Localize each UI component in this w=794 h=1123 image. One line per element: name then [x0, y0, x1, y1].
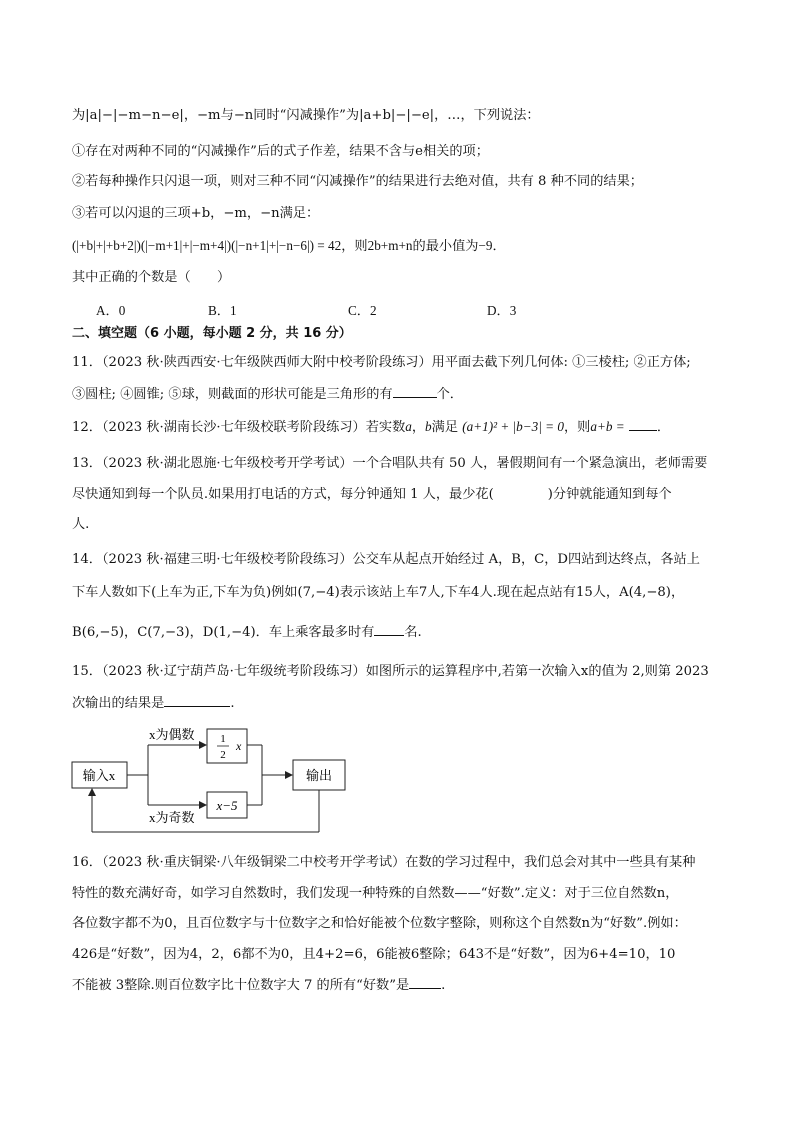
- q10-statement-3: ③若可以闪退的三项+b，−m，−n满足：: [72, 206, 320, 221]
- q14-answer-blank[interactable]: [374, 623, 404, 636]
- q12-end: ．: [656, 420, 671, 435]
- q12-line: [72, 418, 670, 437]
- section-title-fill-in: 二、填空题（6 小题，每小题 2 分，共 16 分）: [72, 326, 352, 341]
- q11-end: 个．: [436, 387, 463, 402]
- q10-option-a[interactable]: A．0: [96, 303, 126, 318]
- q12-answer-blank[interactable]: [629, 418, 657, 431]
- q11-line1: 11．（2023 秋·陕西西安·七年级陕西师大附中校考阶段练习）用平面去截下列几何体: ①三棱柱; ②正方体;: [72, 355, 691, 370]
- q10-line1: 为|a|−|−m−n−e|，−m与−n同时“闪减操作”为|a+b|−|−e|，…，下列说法：: [72, 108, 540, 123]
- q14-line1: 14．（2023 秋·福建三明·七年级校考阶段练习）公交车从起点开始经过 A，B，C，D四站到达终点，各站上: [72, 552, 700, 567]
- q12-text-a: 12．（2023 秋·湖南长沙·七年级校联考阶段练习）若实数: [72, 420, 406, 435]
- q11-text: ③圆柱; ④圆锥; ⑤球，则截面的形状可能是三角形的有: [72, 387, 393, 402]
- q13-line1: 13．（2023 秋·湖北恩施·七年级校考开学考试）一个合唱队共有 50 人，暑假期间有一个紧急演出，老师需要: [72, 456, 708, 471]
- q15-answer-blank[interactable]: [164, 694, 230, 707]
- q16-line2: 特性的数充满好奇，如学习自然数时，我们发现一种特殊的自然数——“好数”.定义：对于三位自然数n，: [72, 886, 679, 901]
- q15-line2: [72, 694, 235, 713]
- q16-text-a: 不能被 3整除.则百位数字比十位数字大 7 的所有“好数”是: [72, 978, 410, 993]
- q15-text-a: 次输出的结果是: [72, 696, 165, 711]
- q16-line5: [72, 976, 445, 995]
- q13-text-a: 尽快通知到每一个队员.如果用打电话的方式，每分钟通知 1 人，最少花(: [72, 487, 494, 502]
- q16-line1: 16．（2023 秋·重庆铜梁·八年级铜梁二中校考开学考试）在数的学习过程中，我们总会对其中一些具有某种: [72, 855, 696, 870]
- q12-ask: a+b =: [590, 419, 625, 434]
- q13-line2: [72, 486, 672, 504]
- q10-statement-1: ①存在对两种不同的“闪减操作”后的式子作差，结果不含与e相关的项；: [72, 144, 489, 159]
- q16-end: .: [441, 978, 446, 993]
- q10-question: 其中正确的个数是（ ）: [72, 270, 231, 285]
- q14-text-a: B(6,−5)，C(7,−3)，D(1,−4)．车上乘客最多时有: [72, 625, 375, 640]
- q12-text-c: 满足: [431, 420, 459, 435]
- flow-input-label: 输入x: [82, 768, 116, 783]
- q15-line1: 15．（2023 秋·辽宁葫芦岛·七年级统考阶段练习）如图所示的运算程序中,若第一次输入x的值为 2,则第 2023: [72, 664, 709, 679]
- q14-line3: [72, 623, 422, 642]
- q14-line2: 下车人数如下(上车为正,下车为负)例如(7,−4)表示该站上车7人,下车4人.现在起点站有15人，A(4,−8)，: [72, 585, 685, 600]
- q16-line3: 各位数字都不为0，且百位数字与十位数字之和恰好能被个位数字整除，则称这个自然数n为“好数”.例如：: [72, 916, 687, 931]
- flowchart-diagram: [60, 722, 380, 842]
- q12-text-b: ，: [411, 420, 426, 435]
- flow-half-variable: x: [236, 739, 242, 753]
- flow-output-label: 输出: [305, 768, 333, 783]
- q15-end: .: [230, 696, 235, 711]
- q16-line4: 426是“好数”，因为4，2，6都不为0，且4+2=6，6能被6整除；643不是“好数”，因为6+4=10，10: [72, 947, 676, 962]
- q13-line3: 人.: [72, 517, 90, 532]
- q10-statement-3-formula: (|+b|+|+b+2|)(|−m+1|+|−m+4|)(|−n+1|+|−n−6|) = 42，则2b+m+n的最小值为−9．: [72, 238, 506, 253]
- q11-line2: [72, 385, 463, 404]
- flow-odd-label: x为奇数: [149, 810, 195, 825]
- q12-condition: (a+1)² + |b−3| = 0: [462, 419, 564, 434]
- q12-var-a: a: [405, 419, 412, 434]
- q14-end: 名.: [404, 625, 422, 640]
- flow-minus-five-label: x−5: [216, 798, 238, 813]
- q10-option-c[interactable]: C．2: [348, 303, 377, 318]
- flow-even-label: x为偶数: [149, 727, 195, 742]
- q10-statement-2: ②若每种操作只闪退一项，则对三种不同“闪减操作”的结果进行去绝对值，共有 8 种不同的结果；: [72, 174, 643, 189]
- q11-answer-blank[interactable]: [393, 385, 437, 398]
- flow-half-numerator: 1: [220, 733, 226, 745]
- q10-option-b[interactable]: B．1: [208, 303, 237, 318]
- q16-answer-blank[interactable]: [409, 976, 441, 989]
- flow-half-denominator: 2: [220, 749, 226, 761]
- q10-option-d[interactable]: D．3: [487, 303, 517, 318]
- q12-text-d: ，则: [563, 420, 591, 435]
- q12-var-b: b: [425, 419, 432, 434]
- q13-text-b: )分钟就能通知到每个: [547, 487, 672, 502]
